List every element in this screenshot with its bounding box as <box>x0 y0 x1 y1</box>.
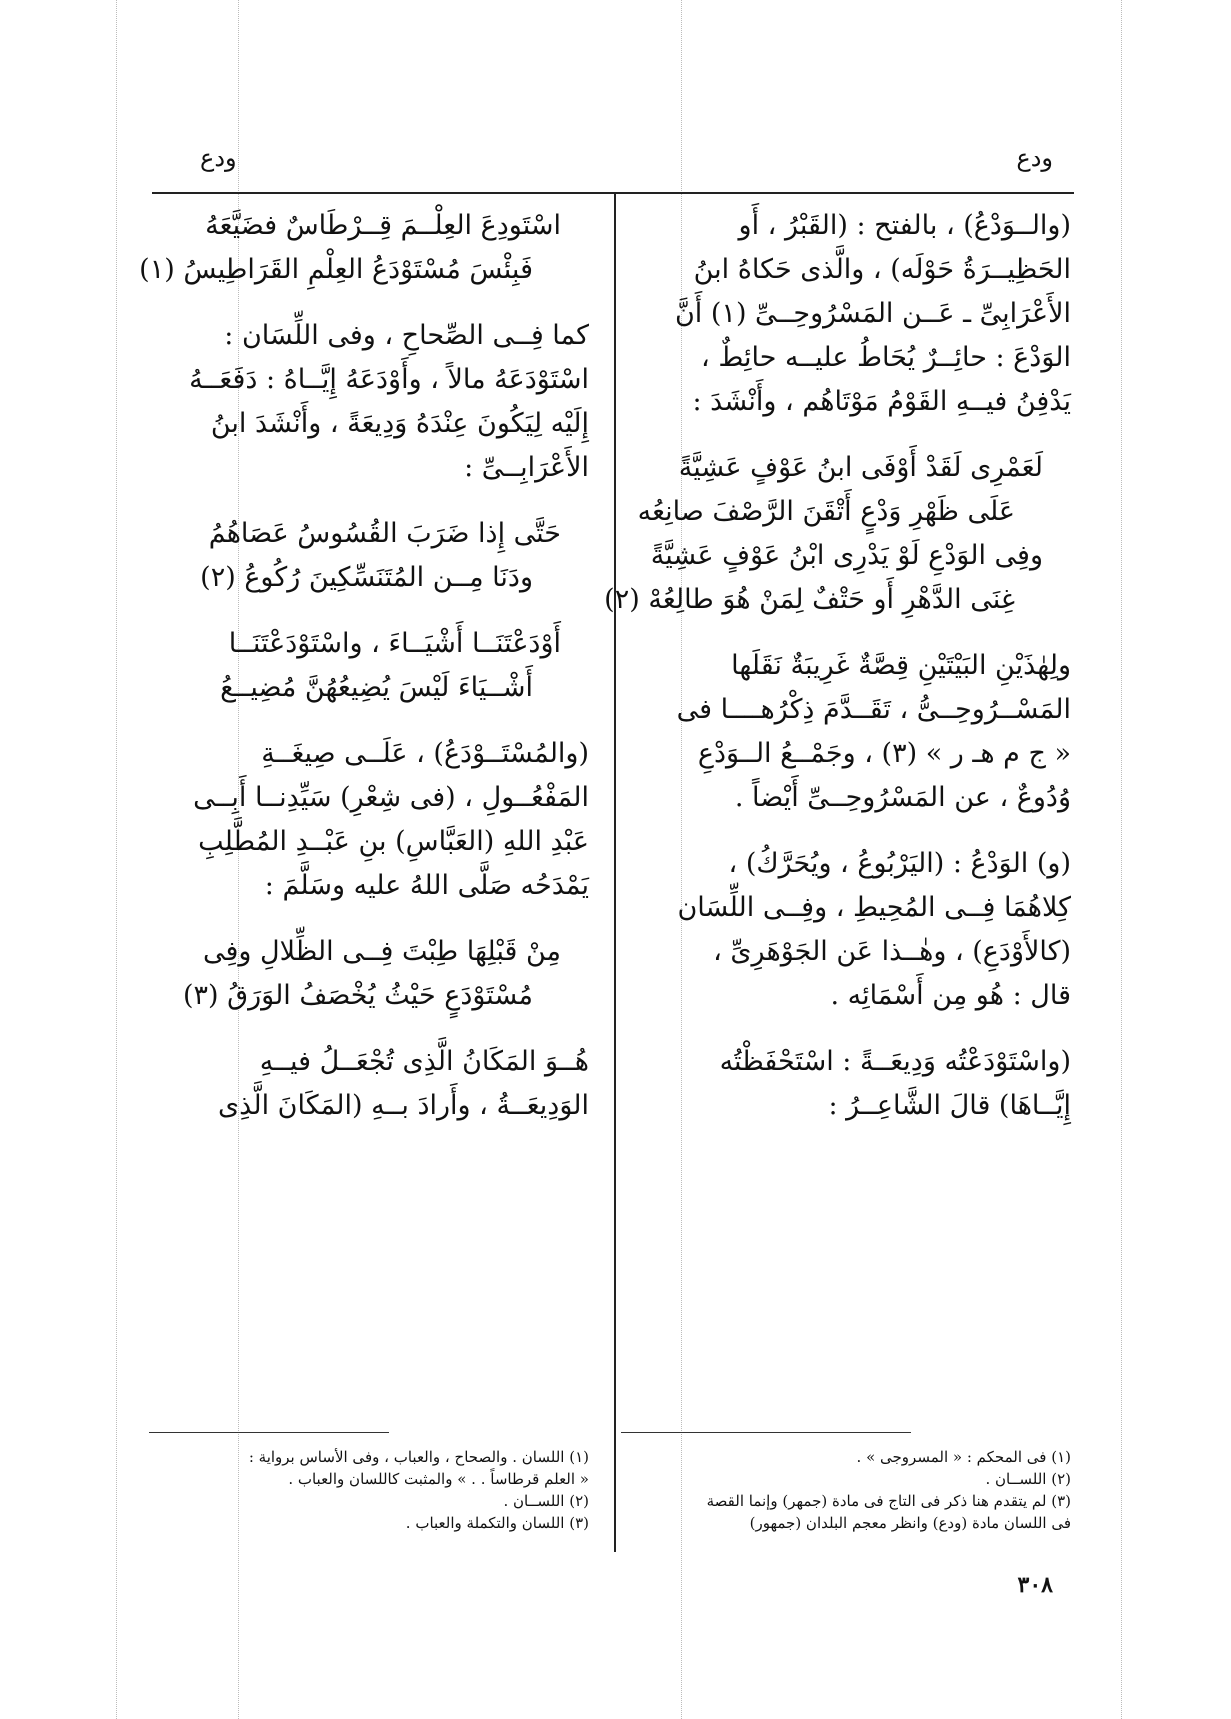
text-line: (كالأَوْدَعِ) ، وهٰــذا عَن الجَوْهَرِىِّ ، <box>713 936 1071 967</box>
text-line: الوَدْعَ : حائِــرٌ يُحَاطُ عليــه حائِطٌ ، <box>701 342 1071 373</box>
paragraph-gap <box>636 622 1071 644</box>
footnote: (٢) اللســان . <box>503 1492 589 1510</box>
paragraph-gap <box>636 1018 1071 1040</box>
text-line: (والمُسْتَــوْدَعُ) ، عَلَــى صِيغَــةِ <box>261 738 589 769</box>
text-line: إِلَيْه لِيَكُونَ عِنْدَهُ وَدِيعَةً ، وأَنْشَدَ ابنُ <box>210 408 589 439</box>
text-line: المَسْــرُوحِــىُّ ، تَقَــدَّمَ ذِكْرُهــــا فى <box>676 694 1071 725</box>
paragraph-gap <box>151 908 589 930</box>
text-line: الأَعْرَابِىِّ ـ عَــن المَسْرُوحِــىِّ (١) أَنَّ <box>674 298 1071 329</box>
text-line: الحَظِيــرَةُ حَوْلَه) ، والَّذى حَكاهُ ابنُ <box>693 254 1071 285</box>
paragraph-gap <box>151 292 589 314</box>
verse-line: ودَنَا مِــن المُتَنَسِّكِينَ رُكُوعُ (٢) <box>200 562 533 593</box>
text-line: (و) الوَدْعُ : (اليَرْبُوعُ ، ويُحَرَّكُ) ، <box>728 848 1071 879</box>
text-line: يَدْفِنُ فيــهِ القَوْمُ مَوْتَاهُم ، وأَنْشَدَ : <box>692 386 1071 417</box>
verse-line: عَلَى ظَهْرِ وَدْعٍ أَتْقَنَ الرَّصْفَ صانِعُه <box>637 496 1015 527</box>
verse-line: أَشْــيَاءَ لَيْسَ يُضِيعُهُنَّ مُضِيــعُ <box>220 672 533 703</box>
footnote: (٢) اللســان . <box>985 1470 1071 1488</box>
running-header-left: ودع <box>200 144 237 172</box>
verse-line: حَتَّى إِذا ضَرَبَ القُسُوسُ عَصَاهُمُ <box>208 518 561 549</box>
footnote: « العلم قرطاساً . . » والمثبت كاللسان والعباب . <box>288 1470 589 1488</box>
text-line: كما فِــى الصِّحاحِ ، وفى اللِّسَان : <box>224 320 589 351</box>
page-number: ٣٠٨ <box>1017 1572 1053 1598</box>
text-line: وُدُوعٌ ، عن المَسْرُوحِــىِّ أَيْضاً . <box>734 782 1071 813</box>
text-line: « ج م هـ ر » (٣) ، وجَمْــعُ الــوَدْعِ <box>697 738 1071 769</box>
text-line: عَبْدِ اللهِ (العَبَّاسِ) بنِ عَبْــدِ المُطَّلِبِ <box>198 826 589 857</box>
verse-line: فَبِئْسَ مُسْتَوْدَعُ العِلْمِ القَرَاطِيسُ (١) <box>139 254 533 285</box>
text-line: الوَدِيعَــةُ ، وأَرادَ بــهِ (المَكَانَ الَّذِى <box>218 1090 589 1121</box>
footnote: (١) اللسان . والصحاح ، والعباب ، وفى الأساس برواية : <box>248 1448 589 1466</box>
scan-guide-line <box>116 0 117 1719</box>
text-line: ولِهٰذَيْنِ البَيْتَيْنِ قِصَّةٌ غَرِيبَةٌ نَقَلَها <box>731 650 1071 681</box>
footnotes-right <box>631 1446 1071 1534</box>
footnote-rule <box>149 1432 389 1433</box>
text-line: اسْتَوْدَعَهُ مالاً ، وأَوْدَعَهُ إِيَّــاهُ : دَفَعَــهُ <box>189 364 589 395</box>
paragraph-gap <box>151 710 589 732</box>
text-line: يَمْدَحُه صَلَّى اللهُ عليه وسَلَّمَ : <box>264 870 589 901</box>
text-line: (واسْتَوْدَعْتُه وَدِيعَــةً : اسْتَحْفَظْتُه <box>719 1046 1071 1077</box>
verse-line: وفِى الوَدْعِ لَوْ يَدْرِى ابْنُ عَوْفٍ عَشِيَّةً <box>650 540 1043 571</box>
paragraph-gap <box>636 424 1071 446</box>
scan-guide-line <box>1121 0 1122 1719</box>
footnotes-left <box>149 1446 589 1534</box>
header-rule <box>152 192 1074 194</box>
text-line: الأَعْرَابِــىِّ : <box>464 452 589 483</box>
text-line: كِلاهُمَا فِــى المُحِيطِ ، وفِــى اللِّسَان <box>677 892 1071 923</box>
right-column <box>604 204 1071 1128</box>
footnote-rule <box>621 1432 911 1433</box>
paragraph-gap <box>636 820 1071 842</box>
footnote: (٣) لم يتقدم هنا ذكر فى التاج فى مادة (جمهر) وإنما القصة <box>706 1492 1071 1510</box>
text-line: قال : هُو مِن أَسْمَائِه . <box>830 980 1071 1011</box>
footnote: (١) فى المحكم : « المسروجى » . <box>856 1448 1071 1466</box>
paragraph-gap <box>151 490 589 512</box>
running-header-right: ودع <box>1016 144 1053 172</box>
verse-line: مُسْتَوْدَعٍ حَيْثُ يُخْصَفُ الوَرَقُ (٣) <box>182 980 533 1011</box>
text-line: إِيَّــاهَا) قالَ الشَّاعِــرُ : <box>828 1090 1071 1121</box>
paragraph-gap <box>151 600 589 622</box>
verse-line: اسْتَودِعَ العِلْــمَ قِــرْطَاسٌ فضَيَّعَهُ <box>205 210 561 241</box>
footnote: (٣) اللسان والتكملة والعباب . <box>405 1514 589 1532</box>
footnote: فى اللسان مادة (ودع) وانظر معجم البلدان (جمهور) <box>749 1514 1071 1532</box>
verse-line: غِنَى الدَّهْرِ أَو حَتْفٌ لِمَنْ هُوَ طالِعُهْ (٢) <box>604 584 1015 615</box>
left-column <box>139 204 589 1128</box>
verse-line: مِنْ قَبْلِهَا طِبْتَ فِــى الظِّلالِ وفِى <box>202 936 561 967</box>
verse-line: لَعَمْرِى لَقَدْ أَوْفَى ابنُ عَوْفٍ عَشِيَّةً <box>678 452 1043 483</box>
verse-line: أَوْدَعْتَنَــا أَشْيَــاءَ ، واسْتَوْدَعْتَنَــا <box>228 628 561 659</box>
column-divider <box>614 192 616 1552</box>
text-line: (والــوَدْعُ) ، بالفتح : (القَبْرُ ، أَو <box>738 210 1071 241</box>
text-line: هُــوَ المَكَانُ الَّذِى تُجْعَــلُ فيــهِ <box>259 1046 589 1077</box>
text-line: المَفْعُــولِ ، (فى شِعْرِ) سَيِّدِنــا أَبِــى <box>193 782 589 813</box>
paragraph-gap <box>151 1018 589 1040</box>
